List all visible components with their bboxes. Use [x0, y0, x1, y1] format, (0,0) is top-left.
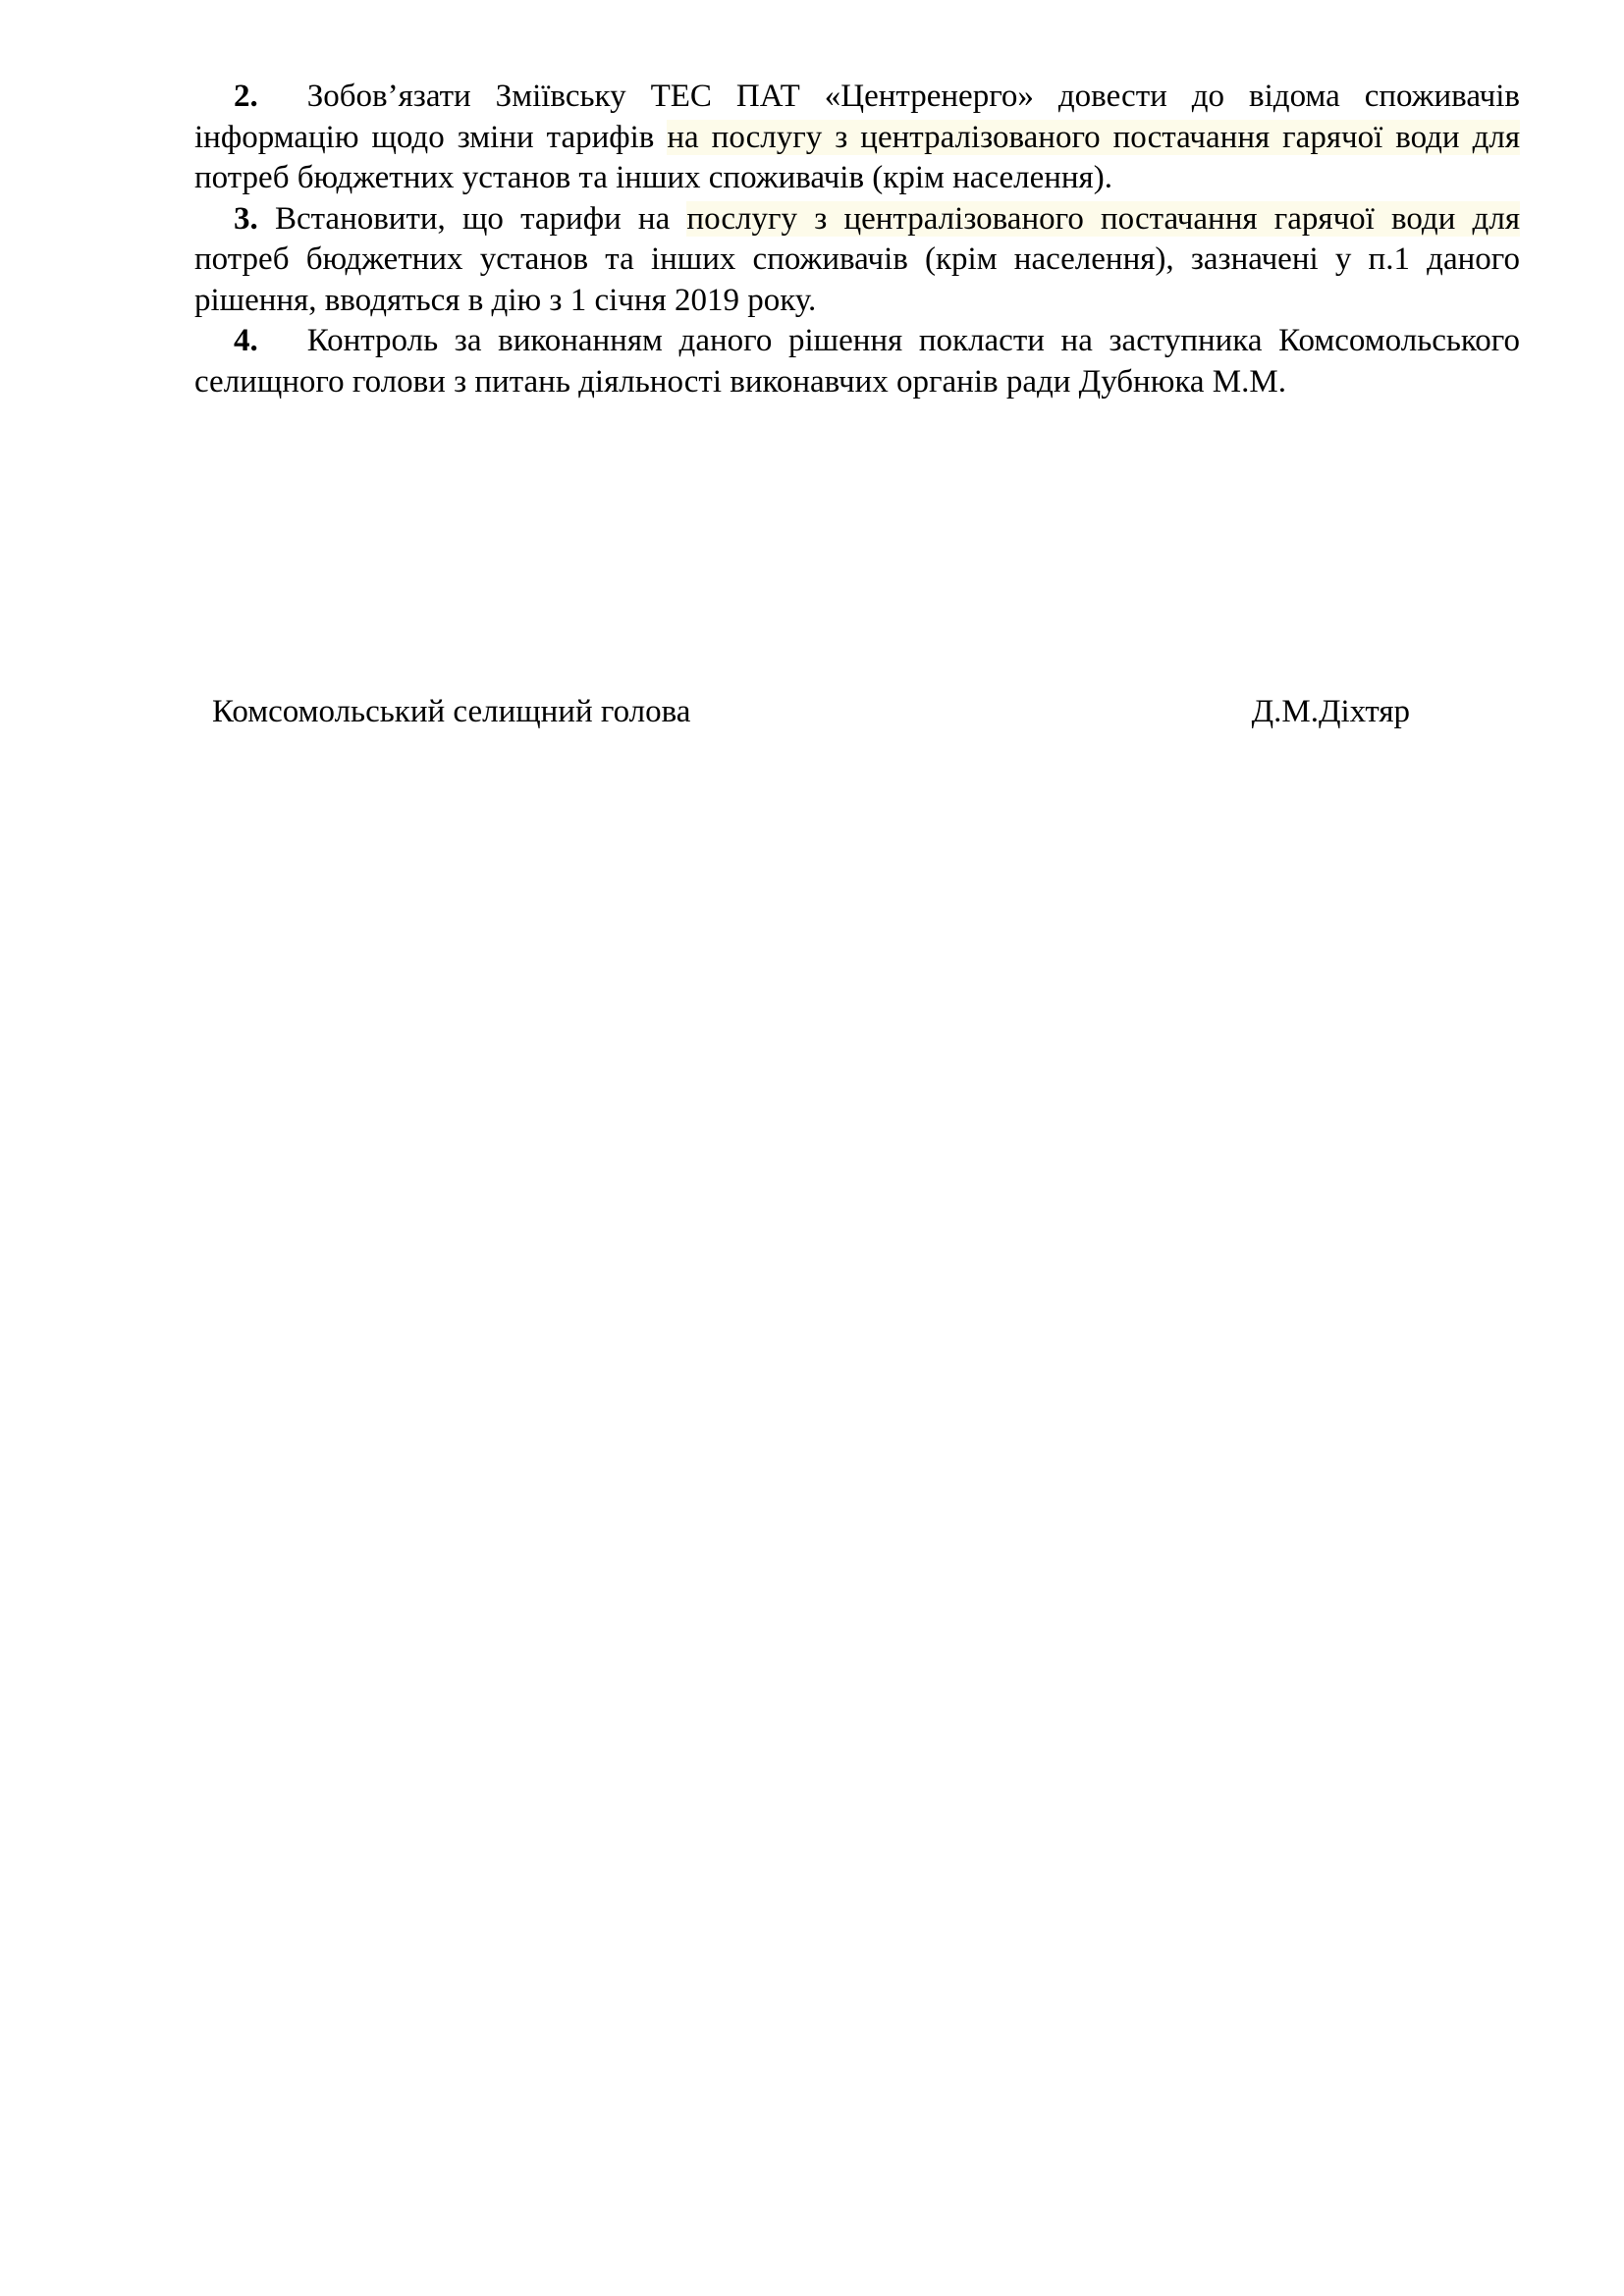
paragraph-number: 2. — [234, 79, 258, 114]
paragraph-2 — [194, 77, 1520, 199]
paragraph-3 — [194, 199, 1520, 322]
paragraph-4 — [194, 321, 1520, 402]
paragraph-text-continued: потреб бюджетних установ та інших споживачів (крім населення). — [194, 160, 1112, 195]
signature-block — [212, 692, 1410, 732]
signatory-name: Д.М.Діхтяр — [1251, 694, 1410, 729]
paragraph-number: 4. — [234, 323, 258, 358]
paragraph-text-continued: потреб бюджетних установ та інших споживачів (крім населення), зазначені у п.1 даного рішення, вводяться в дію з 1 січня 2019 року. — [194, 241, 1520, 318]
paragraph-text: Встановити, що тарифи на — [274, 200, 687, 237]
highlighted-text: на послугу з централізованого постачання гарячої води для — [667, 119, 1521, 155]
signatory-position: Комсомольський селищний голова — [212, 694, 691, 729]
paragraph-text: Зобов’язати Зміївську ТЕС ПАТ «Центренерго» довести до відома споживачів інформацію щодо зміни тарифів — [194, 79, 1520, 155]
highlighted-text: послугу з централізованого постачання гарячої води для — [686, 200, 1520, 237]
decision-body — [194, 77, 1520, 402]
paragraph-text: Контроль за виконанням даного рішення покласти на заступника Комсомольського селищного голови з питань діяльності виконавчих органів ради Дубнюка М.М. — [194, 323, 1521, 400]
paragraph-number: 3. — [234, 200, 258, 237]
